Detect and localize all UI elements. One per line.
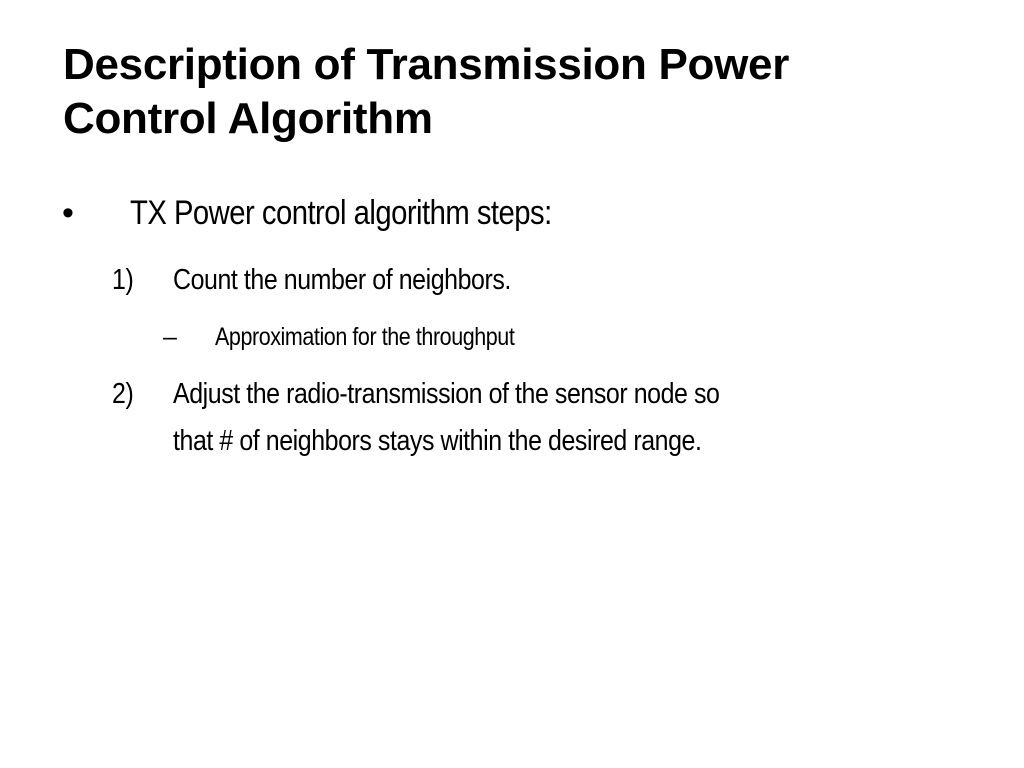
- slide-title: [63, 38, 983, 146]
- bullet-text-wrap: [130, 194, 620, 233]
- sub-item-marker: –: [163, 323, 177, 351]
- step-marker-1-wrap: [112, 264, 137, 297]
- bullet-marker: •: [62, 194, 74, 232]
- sub-item-text: Approximation for the throughput: [215, 323, 515, 351]
- step-marker-1: 1): [112, 264, 134, 296]
- slide-title-line-1: Description of Transmission Power: [63, 40, 790, 89]
- step-text-2-line-2: that # of neighbors stays within the desired range.: [173, 425, 702, 457]
- step-marker-2-wrap: [112, 378, 137, 411]
- bullet-text: TX Power control algorithm steps:: [130, 194, 552, 232]
- step-text-2-line-1-wrap: [173, 378, 808, 411]
- step-text-2-line-1: Adjust the radio-transmission of the sensor node so: [173, 378, 720, 410]
- step-text-1: Count the number of neighbors.: [173, 264, 511, 296]
- step-marker-2: 2): [112, 378, 134, 410]
- step-text-1-wrap: [173, 264, 566, 297]
- step-text-2-line-2-wrap: [173, 425, 788, 458]
- slide-title-line-2: Control Algorithm: [63, 94, 433, 143]
- sub-item-text-wrap: [215, 323, 563, 352]
